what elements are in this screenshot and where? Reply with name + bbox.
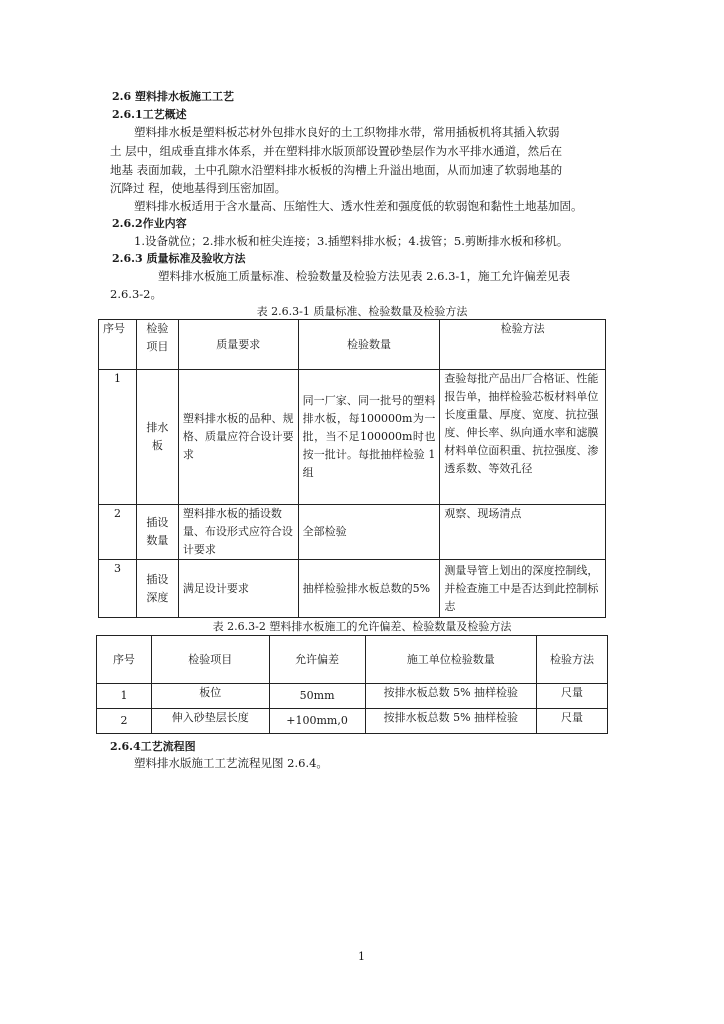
check-item: 排水板	[136, 370, 178, 505]
table-row	[99, 370, 606, 505]
table-row	[99, 560, 606, 618]
quality-requirement: 塑料排水板的插设数量、布设形式应符合设计要求	[178, 505, 298, 560]
check-method: 尺量	[537, 684, 608, 709]
check-item: 插设深度	[136, 560, 178, 618]
check-item: 插设数量	[136, 505, 178, 560]
check-item: 伸入砂垫层长度	[151, 709, 269, 734]
table-row	[97, 709, 608, 734]
applicability-paragraph: 塑料排水板适用于含水量高、压缩性大、透水性差和强度低的软弱饱和黏性土地基加固。	[134, 199, 583, 213]
check-quantity: 同一厂家、同一批号的塑料排水板，每100000m为一批，当不足100000m时也按一批计。每批抽样检验 1 组	[298, 370, 440, 505]
overview-line-1: 塑料排水板是塑料板芯材外包排水良好的土工织物排水带，常用插板机将其插入软弱	[134, 125, 560, 139]
table-2-caption: 表 2.6.3-2 塑料排水板施工的允许偏差、检验数量及检验方法	[212, 620, 512, 633]
row-number: 1	[99, 370, 137, 505]
allowable-deviation: +100mm,0	[269, 709, 365, 734]
check-method: 尺量	[537, 709, 608, 734]
header-cell: 施工单位检验数量	[365, 636, 537, 684]
allowable-deviation: 50mm	[269, 684, 365, 709]
quality-requirement: 塑料排水板的品种、规格、质量应符合设计要求	[178, 370, 298, 505]
check-method: 测量导管上划出的深度控制线，并检查施工中是否达到此控制标志	[440, 560, 606, 618]
row-number: 2	[97, 709, 152, 734]
table-1-caption: 表 2.6.3-1 质量标准、检验数量及检验方法	[256, 305, 468, 318]
overview-line-2: 土 层中，组成垂直排水体系，并在塑料排水版顶部设置砂垫层作为水平排水通道，然后在	[110, 144, 563, 158]
quality-intro-line-2: 2.6.3-2。	[110, 287, 162, 301]
quality-requirement: 满足设计要求	[178, 560, 298, 618]
row-number: 3	[99, 560, 137, 618]
header-cell: 检验方法	[537, 636, 608, 684]
check-quantity: 抽样检验排水板总数的5%	[298, 560, 440, 618]
page-number: 1	[358, 950, 365, 963]
table-header-row	[97, 636, 608, 684]
table-row	[97, 684, 608, 709]
section-2-6-heading: 2.6 塑料排水板施工工艺	[112, 90, 234, 103]
section-2-6-4-heading: 2.6.4工艺流程图	[110, 740, 196, 753]
section-2-6-1-heading: 2.6.1工艺概述	[112, 108, 187, 121]
quality-standard-table	[98, 319, 606, 618]
header-cell: 序号	[97, 636, 152, 684]
quality-intro-line-1: 塑料排水板施工质量标准、检验数量及检验方法见表 2.6.3-1，施工允许偏差见表	[158, 269, 571, 283]
check-quantity: 按排水板总数 5% 抽样检验	[365, 709, 537, 734]
check-item: 板位	[151, 684, 269, 709]
overview-line-3: 地基 表面加载，土中孔隙水沿塑料排水板板的沟槽上升溢出地面，从而加速了软弱地基的	[110, 163, 563, 177]
header-cell: 序号	[99, 320, 137, 370]
work-content-list: 1.设备就位；2.排水板和桩尖连接；3.插塑料排水板；4.拔管；5.剪断排水板和移机。	[134, 234, 569, 248]
section-2-6-2-heading: 2.6.2作业内容	[112, 217, 187, 230]
section-2-6-3-heading: 2.6.3 质量标准及验收方法	[112, 252, 246, 265]
overview-line-4: 沉降过 程，使地基得到压密加固。	[110, 181, 287, 195]
row-number: 2	[99, 505, 137, 560]
flowchart-reference: 塑料排水版施工工艺流程见图 2.6.4。	[134, 756, 328, 770]
header-cell: 质量要求	[178, 320, 298, 370]
header-cell: 检验方法	[440, 320, 606, 370]
check-quantity: 按排水板总数 5% 抽样检验	[365, 684, 537, 709]
table-row	[99, 505, 606, 560]
row-number: 1	[97, 684, 152, 709]
check-method: 查验每批产品出厂合格证、性能报告单，抽样检验芯板材料单位长度重量、厚度、宽度、抗拉强度、伸长率、纵向通水率和滤膜材料单位面积重、抗拉强度、渗透系数、等效孔径	[440, 370, 606, 505]
header-cell: 检验项目	[151, 636, 269, 684]
table-header-row	[99, 320, 606, 370]
header-cell: 允许偏差	[269, 636, 365, 684]
header-cell: 检验数量	[298, 320, 440, 370]
check-quantity: 全部检验	[298, 505, 440, 560]
check-method: 观察、现场清点	[440, 505, 606, 560]
header-cell: 检验项目	[136, 320, 178, 370]
allowable-deviation-table	[96, 635, 608, 734]
